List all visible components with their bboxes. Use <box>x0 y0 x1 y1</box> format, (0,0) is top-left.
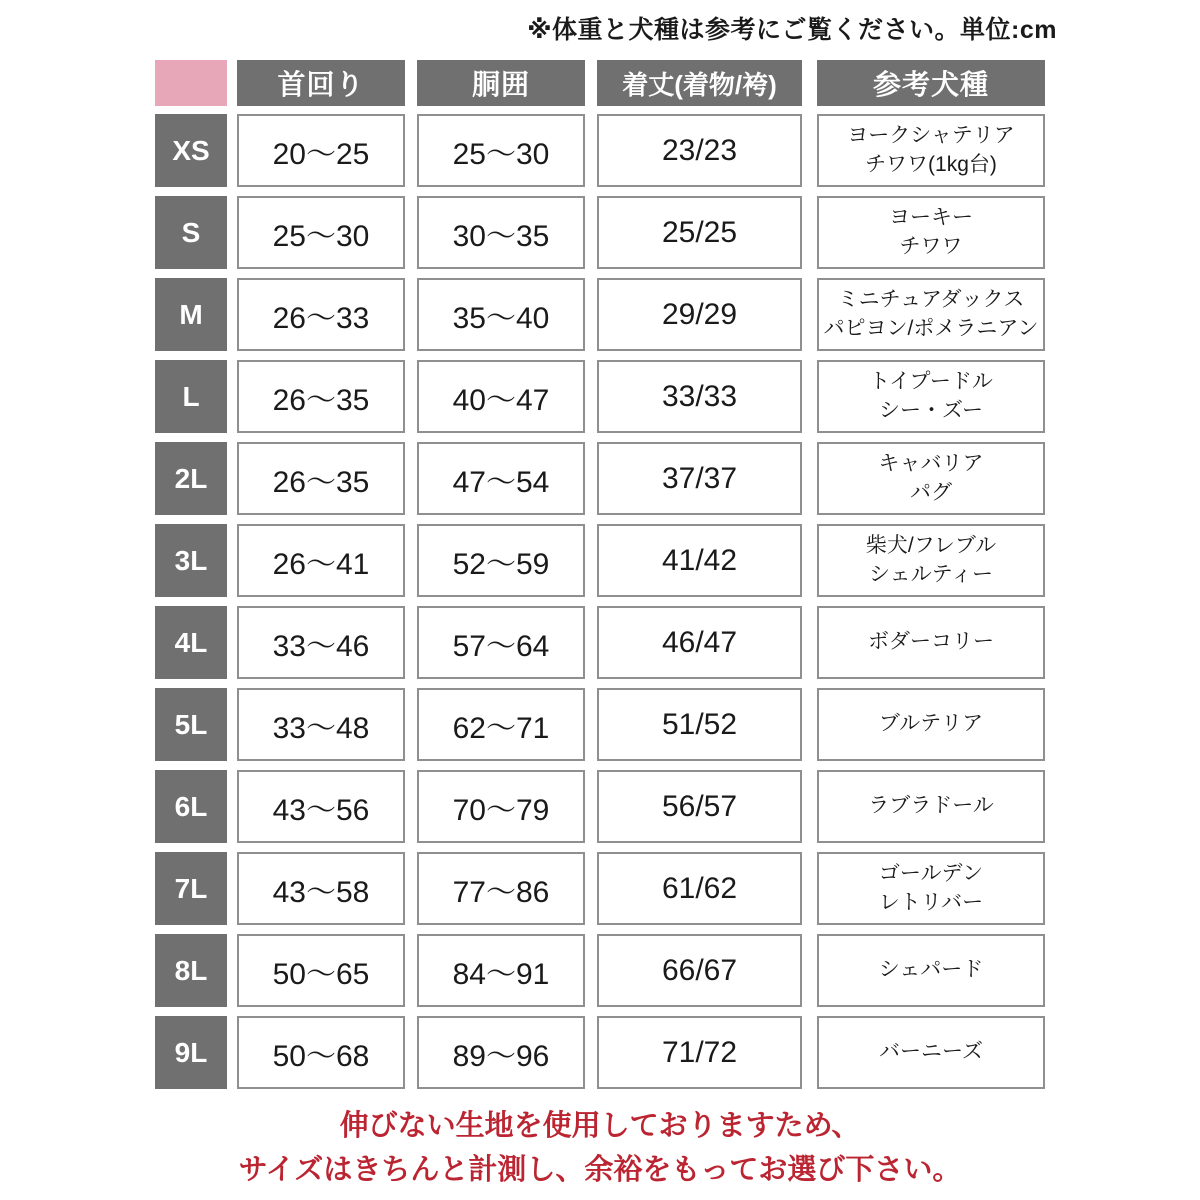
breed-line: バーニーズ <box>879 1040 983 1064</box>
size-table <box>155 60 1045 1089</box>
breed-cell <box>817 442 1045 515</box>
breed-line: ブルテリア <box>878 712 984 736</box>
breed-line: シー・ズー <box>879 398 983 422</box>
length-value-cell: 33/33 <box>597 360 802 433</box>
neck-value-cell: 26〜35 <box>237 442 405 515</box>
size-label-cell: S <box>155 196 227 269</box>
length-value-cell: 51/52 <box>597 688 802 761</box>
breed-line: キャバリア <box>878 452 984 476</box>
breed-line: ラブラドール <box>868 794 994 818</box>
girth-value-cell: 62〜71 <box>417 688 585 761</box>
breed-line: チワワ(1kg台) <box>865 152 997 176</box>
bottom-note-line: サイズはきちんと計測し、余裕をもってお選び下さい。 <box>238 1153 962 1186</box>
girth-value-cell: 30〜35 <box>417 196 585 269</box>
size-label-cell: 2L <box>155 442 227 515</box>
breed-line: レトリバー <box>878 890 984 914</box>
length-value-cell: 37/37 <box>597 442 802 515</box>
size-label-cell: XS <box>155 114 227 187</box>
breed-cell <box>817 852 1045 925</box>
bottom-note-line: 伸びない生地を使用しておりますため、 <box>339 1110 861 1142</box>
table-row <box>155 606 1045 679</box>
breed-cell <box>817 688 1045 761</box>
size-label-cell: 3L <box>155 524 227 597</box>
table-row <box>155 114 1045 187</box>
size-label-cell: 9L <box>155 1016 227 1089</box>
size-label-cell: 5L <box>155 688 227 761</box>
header-cell-neck: 首回り <box>237 60 405 106</box>
header-cell-girth: 胴囲 <box>417 60 585 106</box>
length-value-cell: 61/62 <box>597 852 802 925</box>
table-row <box>155 770 1045 843</box>
table-row <box>155 360 1045 433</box>
breed-line: ミニチュアダックス <box>837 288 1025 312</box>
size-label-cell: L <box>155 360 227 433</box>
length-value-cell: 25/25 <box>597 196 802 269</box>
neck-value-cell: 33〜46 <box>237 606 405 679</box>
breed-line: シェルティー <box>869 562 993 586</box>
neck-value-cell: 26〜35 <box>237 360 405 433</box>
neck-value-cell: 43〜58 <box>237 852 405 925</box>
breed-cell <box>817 278 1045 351</box>
breed-line: トイプードル <box>869 370 993 394</box>
length-value-cell: 23/23 <box>597 114 802 187</box>
table-row <box>155 524 1045 597</box>
size-chart-page <box>155 0 1057 1192</box>
top-note: ※体重と犬種は参考にご覧ください。単位:cm <box>527 16 1057 44</box>
neck-value-cell: 43〜56 <box>237 770 405 843</box>
length-value-cell: 46/47 <box>597 606 802 679</box>
header-row <box>155 60 1045 106</box>
table-row <box>155 688 1045 761</box>
breed-line: チワワ <box>899 234 963 258</box>
length-value-cell: 41/42 <box>597 524 802 597</box>
table-row <box>155 196 1045 269</box>
table-row <box>155 852 1045 925</box>
girth-value-cell: 57〜64 <box>417 606 585 679</box>
girth-value-cell: 84〜91 <box>417 934 585 1007</box>
breed-cell <box>817 114 1045 187</box>
length-value-cell: 29/29 <box>597 278 802 351</box>
breed-cell <box>817 770 1045 843</box>
girth-value-cell: 70〜79 <box>417 770 585 843</box>
neck-value-cell: 26〜33 <box>237 278 405 351</box>
breed-cell <box>817 934 1045 1007</box>
length-value-cell: 66/67 <box>597 934 802 1007</box>
breed-cell <box>817 196 1045 269</box>
neck-value-cell: 50〜68 <box>237 1016 405 1089</box>
breed-line: ヨーキー <box>889 206 973 230</box>
breed-cell <box>817 524 1045 597</box>
girth-value-cell: 89〜96 <box>417 1016 585 1089</box>
breed-line: ヨークシャテリア <box>847 124 1015 148</box>
breed-line: 柴犬/フレブル <box>865 534 997 558</box>
breed-cell <box>817 360 1045 433</box>
breed-line: ゴールデン <box>878 862 984 886</box>
girth-value-cell: 77〜86 <box>417 852 585 925</box>
table-row <box>155 1016 1045 1089</box>
header-cell-length: 着丈(着物/袴) <box>597 60 802 106</box>
breed-line: パグ <box>910 480 952 504</box>
table-row <box>155 934 1045 1007</box>
corner-cell <box>155 60 227 106</box>
breed-line: ボダーコリー <box>868 630 994 654</box>
breed-line: シェパード <box>878 958 984 982</box>
size-label-cell: M <box>155 278 227 351</box>
table-body <box>155 114 1045 1089</box>
neck-value-cell: 33〜48 <box>237 688 405 761</box>
girth-value-cell: 25〜30 <box>417 114 585 187</box>
breed-line: パピヨン/ポメラニアン <box>823 316 1039 340</box>
girth-value-cell: 52〜59 <box>417 524 585 597</box>
length-value-cell: 56/57 <box>597 770 802 843</box>
table-row <box>155 278 1045 351</box>
table-row <box>155 442 1045 515</box>
size-label-cell: 7L <box>155 852 227 925</box>
girth-value-cell: 35〜40 <box>417 278 585 351</box>
girth-value-cell: 40〜47 <box>417 360 585 433</box>
neck-value-cell: 25〜30 <box>237 196 405 269</box>
girth-value-cell: 47〜54 <box>417 442 585 515</box>
size-label-cell: 6L <box>155 770 227 843</box>
neck-value-cell: 26〜41 <box>237 524 405 597</box>
size-label-cell: 8L <box>155 934 227 1007</box>
bottom-note <box>155 1105 1045 1192</box>
length-value-cell: 71/72 <box>597 1016 802 1089</box>
neck-value-cell: 50〜65 <box>237 934 405 1007</box>
breed-cell <box>817 606 1045 679</box>
size-label-cell: 4L <box>155 606 227 679</box>
neck-value-cell: 20〜25 <box>237 114 405 187</box>
breed-cell <box>817 1016 1045 1089</box>
header-cell-breeds: 参考犬種 <box>817 60 1045 106</box>
